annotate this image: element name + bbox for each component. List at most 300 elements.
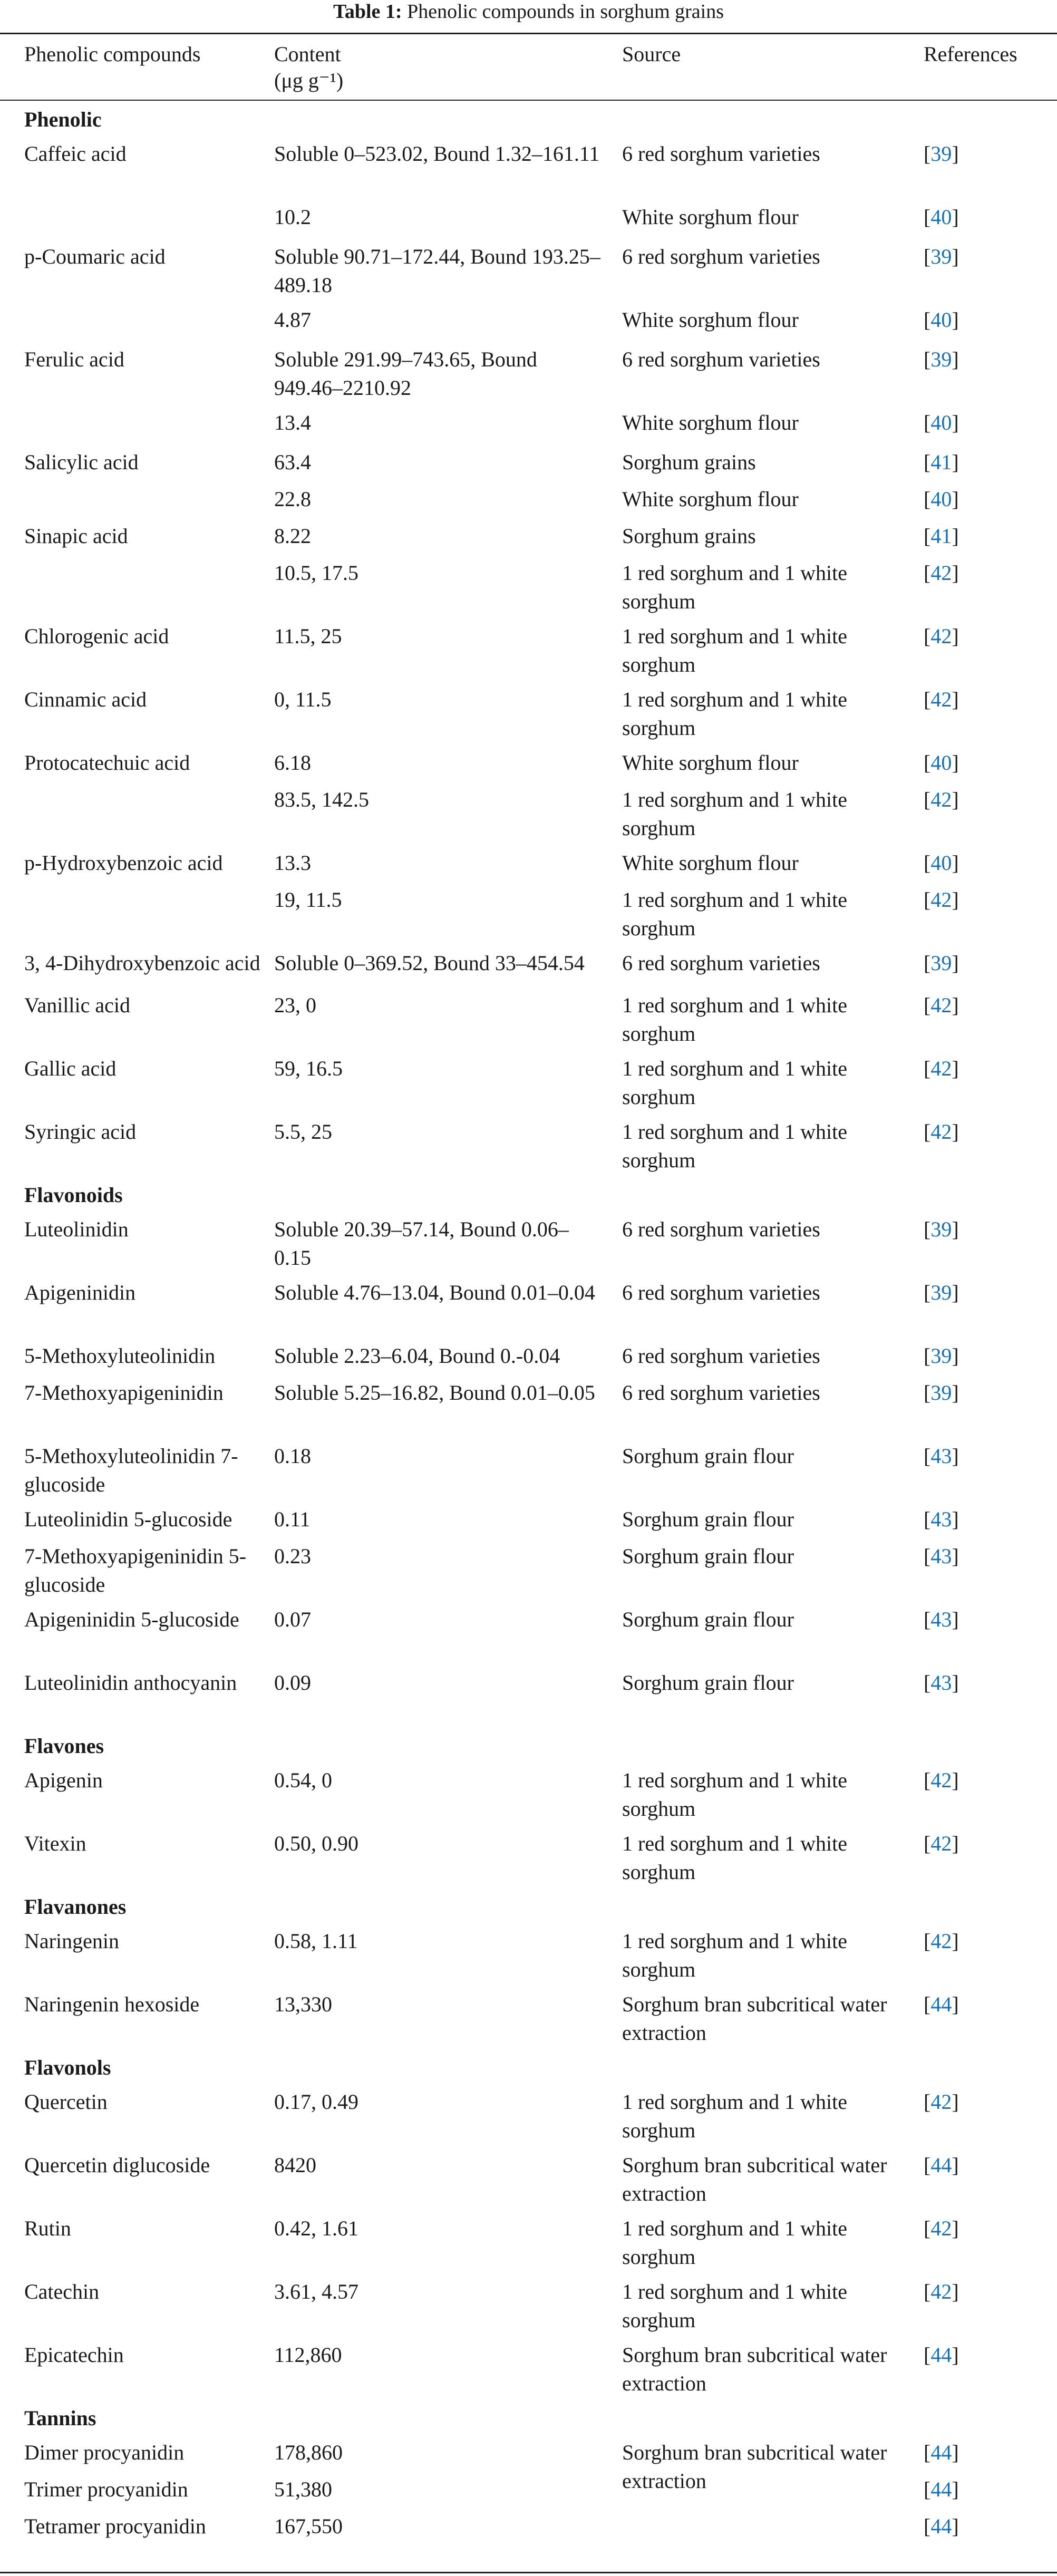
content-value: 59, 16.5 — [274, 1057, 343, 1080]
content-value: 8420 — [274, 2153, 316, 2177]
content-value: Soluble 4.76–13.04, Bound 0.01–0.04 — [274, 1281, 595, 1304]
reference-cell — [924, 1279, 1050, 1307]
bracket-close: ] — [952, 687, 959, 711]
bracket-open: [ — [924, 993, 931, 1017]
reference-link[interactable]: 44 — [930, 2343, 952, 2367]
table-row — [0, 306, 1057, 345]
compound-name: Dimer procyanidin — [24, 2441, 185, 2464]
table-row — [0, 1990, 1057, 2054]
bracket-close: ] — [952, 1929, 959, 1953]
bracket-close: ] — [952, 1381, 959, 1405]
bracket-close: ] — [952, 2153, 959, 2177]
bracket-open: [ — [924, 1507, 931, 1531]
content-value: 5.5, 25 — [274, 1120, 332, 1144]
reference-link[interactable]: 39 — [930, 1281, 952, 1304]
bracket-close: ] — [952, 751, 959, 774]
reference-cell — [924, 448, 1050, 477]
source-text: White sorghum flour — [622, 308, 799, 332]
table-row — [0, 140, 1057, 203]
bracket-open: [ — [924, 2216, 931, 2240]
content-value: Soluble 20.39–57.14, Bound 0.06–0.15 — [274, 1217, 569, 1270]
bracket-close: ] — [952, 1607, 959, 1631]
reference-cell — [924, 1669, 1050, 1697]
section-label: Flavanones — [24, 1895, 127, 1919]
table-title: Phenolic compounds in sorghum grains — [407, 1, 724, 23]
table-row — [0, 2278, 1057, 2341]
bracket-close: ] — [952, 993, 959, 1017]
bracket-open: [ — [924, 1832, 931, 1855]
reference-link[interactable]: 41 — [930, 450, 952, 474]
content-value: 19, 11.5 — [274, 888, 342, 912]
content-value: 0.42, 1.61 — [274, 2216, 358, 2240]
content-value: Soluble 90.71–172.44, Bound 193.25–489.18 — [274, 245, 600, 297]
bracket-close: ] — [952, 1832, 959, 1855]
reference-cell — [924, 991, 1050, 1020]
bracket-close: ] — [952, 347, 959, 371]
table-section-row — [0, 1181, 1057, 1215]
reference-cell — [924, 2278, 1050, 2306]
reference-link[interactable]: 39 — [930, 1344, 952, 1368]
bracket-close: ] — [952, 951, 959, 975]
content-value: 0.18 — [274, 1444, 311, 1468]
source-text: Sorghum grains — [622, 524, 756, 548]
content-value: 13.4 — [274, 411, 311, 434]
source-text: 1 red sorghum and 1 white sorghum — [622, 788, 847, 840]
content-value: 11.5, 25 — [274, 624, 342, 648]
bracket-open: [ — [924, 411, 931, 434]
table-section-row — [0, 1893, 1057, 1927]
reference-link[interactable]: 41 — [930, 524, 952, 548]
content-value: 0.58, 1.11 — [274, 1929, 358, 1953]
bracket-close: ] — [952, 2280, 959, 2303]
content-value: 13.3 — [274, 851, 311, 875]
table-row — [0, 1927, 1057, 1990]
source-text: 1 red sorghum and 1 white sorghum — [622, 561, 847, 613]
content-value: 0, 11.5 — [274, 687, 332, 711]
reference-cell — [924, 1342, 1050, 1370]
bracket-open: [ — [924, 205, 931, 229]
content-value: 22.8 — [274, 487, 311, 511]
content-value: 51,380 — [274, 2477, 332, 2501]
table-row — [0, 1054, 1057, 1118]
bracket-close: ] — [952, 2090, 959, 2114]
source-text: Sorghum grain flour — [622, 1607, 794, 1631]
content-value: 8.22 — [274, 524, 311, 548]
bracket-open: [ — [924, 1281, 931, 1304]
header-compound: Phenolic compounds — [24, 42, 201, 66]
bracket-open: [ — [924, 1381, 931, 1405]
reference-link[interactable]: 39 — [930, 1381, 952, 1405]
source-text: 1 red sorghum and 1 white sorghum — [622, 2090, 847, 2142]
reference-link[interactable]: 42 — [930, 1832, 952, 1855]
content-value: 4.87 — [274, 308, 311, 332]
table-row — [0, 345, 1057, 409]
source-text: Sorghum grain flour — [622, 1544, 794, 1568]
compound-name: Quercetin — [24, 2090, 108, 2114]
reference-link[interactable]: 42 — [930, 2280, 952, 2303]
table-row — [0, 1342, 1057, 1379]
header-source: Source — [622, 42, 681, 66]
reference-cell — [924, 522, 1050, 550]
source-text: White sorghum flour — [622, 751, 799, 774]
bracket-open: [ — [924, 2441, 931, 2464]
reference-cell — [924, 306, 1050, 334]
reference-link[interactable]: 44 — [930, 2477, 952, 2501]
bracket-open: [ — [924, 1929, 931, 1953]
reference-link[interactable]: 40 — [930, 205, 952, 229]
source-text: White sorghum flour — [622, 851, 799, 875]
source-text: 6 red sorghum varieties — [622, 245, 820, 268]
table-row — [0, 886, 1057, 949]
table-row — [0, 1279, 1057, 1342]
bracket-open: [ — [924, 1768, 931, 1792]
bracket-close: ] — [952, 1057, 959, 1080]
reference-link[interactable]: 39 — [930, 1217, 952, 1241]
table-row — [0, 1442, 1057, 1505]
bracket-open: [ — [924, 487, 931, 511]
bracket-close: ] — [952, 2514, 959, 2538]
bracket-open: [ — [924, 2343, 931, 2367]
bracket-close: ] — [952, 245, 959, 268]
reference-link[interactable]: 43 — [930, 1671, 952, 1694]
bracket-close: ] — [952, 450, 959, 474]
bracket-close: ] — [952, 142, 959, 166]
reference-cell — [924, 886, 1050, 914]
reference-link[interactable]: 39 — [930, 347, 952, 371]
bracket-open: [ — [924, 788, 931, 811]
content-value: 10.2 — [274, 205, 311, 229]
content-value: 0.54, 0 — [274, 1768, 332, 1792]
bracket-open: [ — [924, 1344, 931, 1368]
content-value: Soluble 0–523.02, Bound 1.32–161.11 — [274, 142, 600, 166]
compound-name: Caffeic acid — [24, 142, 127, 166]
reference-link[interactable]: 39 — [930, 951, 952, 975]
source-text: 6 red sorghum varieties — [622, 1381, 820, 1405]
table-row — [0, 2151, 1057, 2214]
section-label: Tannins — [24, 2406, 96, 2430]
table-row — [0, 2512, 1057, 2549]
bracket-close: ] — [952, 1444, 959, 1468]
reference-cell — [924, 485, 1050, 514]
header-content-label: Content — [274, 42, 341, 66]
compound-name: 3, 4-Dihydroxybenzoic acid — [24, 951, 260, 975]
bracket-open: [ — [924, 1992, 931, 2016]
reference-link[interactable]: 44 — [930, 2153, 952, 2177]
reference-cell — [924, 1829, 1050, 1858]
table-row — [0, 849, 1057, 886]
compound-name: Epicatechin — [24, 2343, 124, 2367]
bracket-open: [ — [924, 2280, 931, 2303]
reference-cell — [924, 1505, 1050, 1534]
table-row — [0, 409, 1057, 448]
compound-name: Quercetin diglucoside — [24, 2153, 210, 2177]
table-row — [0, 203, 1057, 243]
reference-cell — [924, 203, 1050, 231]
table-row — [0, 2088, 1057, 2151]
bracket-open: [ — [924, 561, 931, 585]
table-section-row — [0, 2404, 1057, 2438]
reference-cell — [924, 2475, 1050, 2504]
bracket-close: ] — [952, 2441, 959, 2464]
reference-link[interactable]: 42 — [930, 624, 952, 648]
table-caption — [0, 0, 1057, 23]
compound-name: Catechin — [24, 2280, 100, 2303]
section-label: Flavones — [24, 1734, 104, 1758]
content-value: 63.4 — [274, 450, 311, 474]
compound-name: 7-Methoxyapigeninidin 5-glucoside — [24, 1544, 247, 1596]
bracket-close: ] — [952, 1120, 959, 1144]
reference-link[interactable]: 42 — [930, 561, 952, 585]
bracket-open: [ — [924, 951, 931, 975]
reference-link[interactable]: 40 — [930, 308, 952, 332]
content-value: Soluble 0–369.52, Bound 33–454.54 — [274, 951, 585, 975]
bracket-open: [ — [924, 687, 931, 711]
compound-name: Gallic acid — [24, 1057, 117, 1080]
source-text: Sorghum bran subcritical water extraction — [622, 2153, 887, 2205]
table-label: Table 1: — [333, 1, 402, 23]
bracket-close: ] — [952, 308, 959, 332]
table-row — [0, 2341, 1057, 2404]
bracket-close: ] — [952, 561, 959, 585]
bracket-close: ] — [952, 2343, 959, 2367]
reference-link[interactable]: 43 — [930, 1507, 952, 1531]
reference-link[interactable]: 42 — [930, 788, 952, 811]
reference-cell — [924, 1605, 1050, 1634]
compound-name: Trimer procyanidin — [24, 2477, 188, 2501]
reference-cell — [924, 849, 1050, 877]
bracket-close: ] — [952, 2216, 959, 2240]
bracket-close: ] — [952, 888, 959, 912]
source-text: 1 red sorghum and 1 white sorghum — [622, 1929, 847, 1981]
content-value: 112,860 — [274, 2343, 342, 2367]
compound-name: Apigeninidin — [24, 1281, 136, 1304]
source-text: Sorghum bran subcritical water extraction — [622, 2441, 887, 2493]
reference-link[interactable]: 43 — [930, 1444, 952, 1468]
bracket-close: ] — [952, 524, 959, 548]
source-text: 6 red sorghum varieties — [622, 1344, 820, 1368]
content-value: 10.5, 17.5 — [274, 561, 358, 585]
content-value: 0.23 — [274, 1544, 311, 1568]
content-value: 13,330 — [274, 1992, 332, 2016]
content-value: 83.5, 142.5 — [274, 788, 369, 811]
table-row — [0, 1505, 1057, 1542]
table-row — [0, 448, 1057, 485]
compound-name: p-Coumaric acid — [24, 245, 166, 268]
source-text: Sorghum grain flour — [622, 1507, 794, 1531]
reference-link[interactable]: 44 — [930, 1992, 952, 2016]
table-row — [0, 485, 1057, 522]
reference-link[interactable]: 42 — [930, 1057, 952, 1080]
source-text: Sorghum bran subcritical water extraction — [622, 1992, 887, 2045]
table-section-row — [0, 1732, 1057, 1766]
content-value: Soluble 5.25–16.82, Bound 0.01–0.05 — [274, 1381, 595, 1405]
bracket-close: ] — [952, 1992, 959, 2016]
source-text: Sorghum grain flour — [622, 1444, 794, 1468]
bracket-close: ] — [952, 1217, 959, 1241]
compound-name: Ferulic acid — [24, 347, 124, 371]
source-text: 1 red sorghum and 1 white sorghum — [622, 2216, 847, 2269]
table-row — [0, 559, 1057, 622]
table-row — [0, 522, 1057, 559]
bracket-close: ] — [952, 487, 959, 511]
reference-cell — [924, 140, 1050, 168]
compound-name: Naringenin — [24, 1929, 119, 1953]
table-row — [0, 2475, 1057, 2512]
reference-link[interactable]: 42 — [930, 2216, 952, 2240]
reference-cell — [924, 949, 1050, 977]
bracket-open: [ — [924, 888, 931, 912]
reference-link[interactable]: 42 — [930, 888, 952, 912]
content-value: 0.17, 0.49 — [274, 2090, 358, 2114]
bracket-open: [ — [924, 1607, 931, 1631]
reference-cell — [924, 1927, 1050, 1955]
reference-link[interactable]: 42 — [930, 1768, 952, 1792]
bracket-open: [ — [924, 1120, 931, 1144]
table-row — [0, 749, 1057, 786]
content-value: 6.18 — [274, 751, 311, 774]
source-text: 6 red sorghum varieties — [622, 1217, 820, 1241]
reference-link[interactable]: 43 — [930, 1607, 952, 1631]
reference-cell — [924, 1379, 1050, 1407]
reference-link[interactable]: 40 — [930, 851, 952, 875]
reference-link[interactable]: 42 — [930, 687, 952, 711]
compound-name: Luteolinidin 5-glucoside — [24, 1507, 232, 1531]
source-text: 6 red sorghum varieties — [622, 347, 820, 371]
bracket-open: [ — [924, 2153, 931, 2177]
reference-link[interactable]: 42 — [930, 993, 952, 1017]
table-row — [0, 1215, 1057, 1279]
reference-cell — [924, 2512, 1050, 2541]
compound-name: Sinapic acid — [24, 524, 128, 548]
header-rule — [0, 100, 1057, 101]
content-value: 0.09 — [274, 1671, 311, 1694]
compound-name: 5-Methoxyluteolinidin — [24, 1344, 216, 1368]
bracket-close: ] — [952, 205, 959, 229]
bracket-open: [ — [924, 1057, 931, 1080]
reference-cell — [924, 786, 1050, 814]
bracket-open: [ — [924, 2477, 931, 2501]
bracket-close: ] — [952, 1671, 959, 1694]
compound-name: Apigenin — [24, 1768, 103, 1792]
source-text: 1 red sorghum and 1 white sorghum — [622, 1057, 847, 1109]
bracket-close: ] — [952, 1281, 959, 1304]
bracket-open: [ — [924, 142, 931, 166]
section-label: Flavonoids — [24, 1183, 123, 1207]
bracket-close: ] — [952, 1344, 959, 1368]
source-text: 1 red sorghum and 1 white sorghum — [622, 993, 847, 1045]
source-text: 1 red sorghum and 1 white sorghum — [622, 1120, 847, 1172]
content-value: Soluble 2.23–6.04, Bound 0.-0.04 — [274, 1344, 560, 1368]
source-text: White sorghum flour — [622, 487, 799, 511]
bracket-close: ] — [952, 1768, 959, 1792]
table-section-row — [0, 2054, 1057, 2088]
source-text: White sorghum flour — [622, 411, 799, 434]
content-value: 0.50, 0.90 — [274, 1832, 358, 1855]
compound-name: Vanillic acid — [24, 993, 131, 1017]
bottom-rule — [0, 2572, 1057, 2573]
reference-link[interactable]: 40 — [930, 751, 952, 774]
content-value: 0.11 — [274, 1507, 311, 1531]
reference-link[interactable]: 42 — [930, 1120, 952, 1144]
bracket-open: [ — [924, 851, 931, 875]
reference-link[interactable]: 44 — [930, 2514, 952, 2538]
compound-name: Luteolinidin — [24, 1217, 129, 1241]
compound-name: p-Hydroxybenzoic acid — [24, 851, 223, 875]
bracket-open: [ — [924, 1671, 931, 1694]
reference-link[interactable]: 39 — [930, 142, 952, 166]
reference-link[interactable]: 42 — [930, 1929, 952, 1953]
reference-cell — [924, 243, 1050, 271]
bracket-open: [ — [924, 347, 931, 371]
table-row — [0, 1766, 1057, 1829]
bracket-open: [ — [924, 308, 931, 332]
reference-cell — [924, 1442, 1050, 1470]
bracket-open: [ — [924, 751, 931, 774]
bracket-open: [ — [924, 1217, 931, 1241]
table-row — [0, 1118, 1057, 1181]
source-text: 1 red sorghum and 1 white sorghum — [622, 2280, 847, 2332]
reference-cell — [924, 2341, 1050, 2369]
reference-link[interactable]: 43 — [930, 1544, 952, 1568]
reference-link[interactable]: 40 — [930, 411, 952, 434]
bracket-open: [ — [924, 624, 931, 648]
table-row — [0, 949, 1057, 991]
reference-cell — [924, 2438, 1050, 2467]
reference-cell — [924, 2151, 1050, 2180]
compound-name: Cinnamic acid — [24, 687, 147, 711]
source-text: Sorghum grains — [622, 450, 756, 474]
reference-cell — [924, 1054, 1050, 1083]
table-row — [0, 786, 1057, 849]
reference-cell — [924, 622, 1050, 651]
compound-name: Vitexin — [24, 1832, 86, 1855]
source-text: 6 red sorghum varieties — [622, 142, 820, 166]
bracket-close: ] — [952, 2477, 959, 2501]
reference-link[interactable]: 39 — [930, 245, 952, 268]
reference-cell — [924, 1990, 1050, 2019]
bracket-close: ] — [952, 1544, 959, 1568]
content-value: 0.07 — [274, 1607, 311, 1631]
source-text: 1 red sorghum and 1 white sorghum — [622, 888, 847, 940]
table-row — [0, 2214, 1057, 2278]
source-text: 6 red sorghum varieties — [622, 951, 820, 975]
content-value: 3.61, 4.57 — [274, 2280, 358, 2303]
source-text: 6 red sorghum varieties — [622, 1281, 820, 1304]
compound-name: Luteolinidin anthocyanin — [24, 1671, 237, 1694]
reference-link[interactable]: 40 — [930, 487, 952, 511]
reference-cell — [924, 749, 1050, 777]
source-text: White sorghum flour — [622, 205, 799, 229]
reference-link[interactable]: 42 — [930, 2090, 952, 2114]
content-value: 23, 0 — [274, 993, 316, 1017]
reference-cell — [924, 2214, 1050, 2243]
reference-cell — [924, 409, 1050, 437]
header-references: References — [924, 42, 1017, 66]
bracket-close: ] — [952, 1507, 959, 1531]
source-text: 1 red sorghum and 1 white sorghum — [622, 624, 847, 676]
reference-cell — [924, 1766, 1050, 1795]
bracket-open: [ — [924, 1544, 931, 1568]
source-text: 1 red sorghum and 1 white sorghum — [622, 1768, 847, 1820]
bracket-open: [ — [924, 524, 931, 548]
bracket-close: ] — [952, 624, 959, 648]
bracket-open: [ — [924, 2514, 931, 2538]
content-value: 167,550 — [274, 2514, 343, 2538]
compound-name: Tetramer procyanidin — [24, 2514, 206, 2538]
compound-name: Syringic acid — [24, 1120, 137, 1144]
reference-link[interactable]: 44 — [930, 2441, 952, 2464]
table-row — [0, 1379, 1057, 1442]
